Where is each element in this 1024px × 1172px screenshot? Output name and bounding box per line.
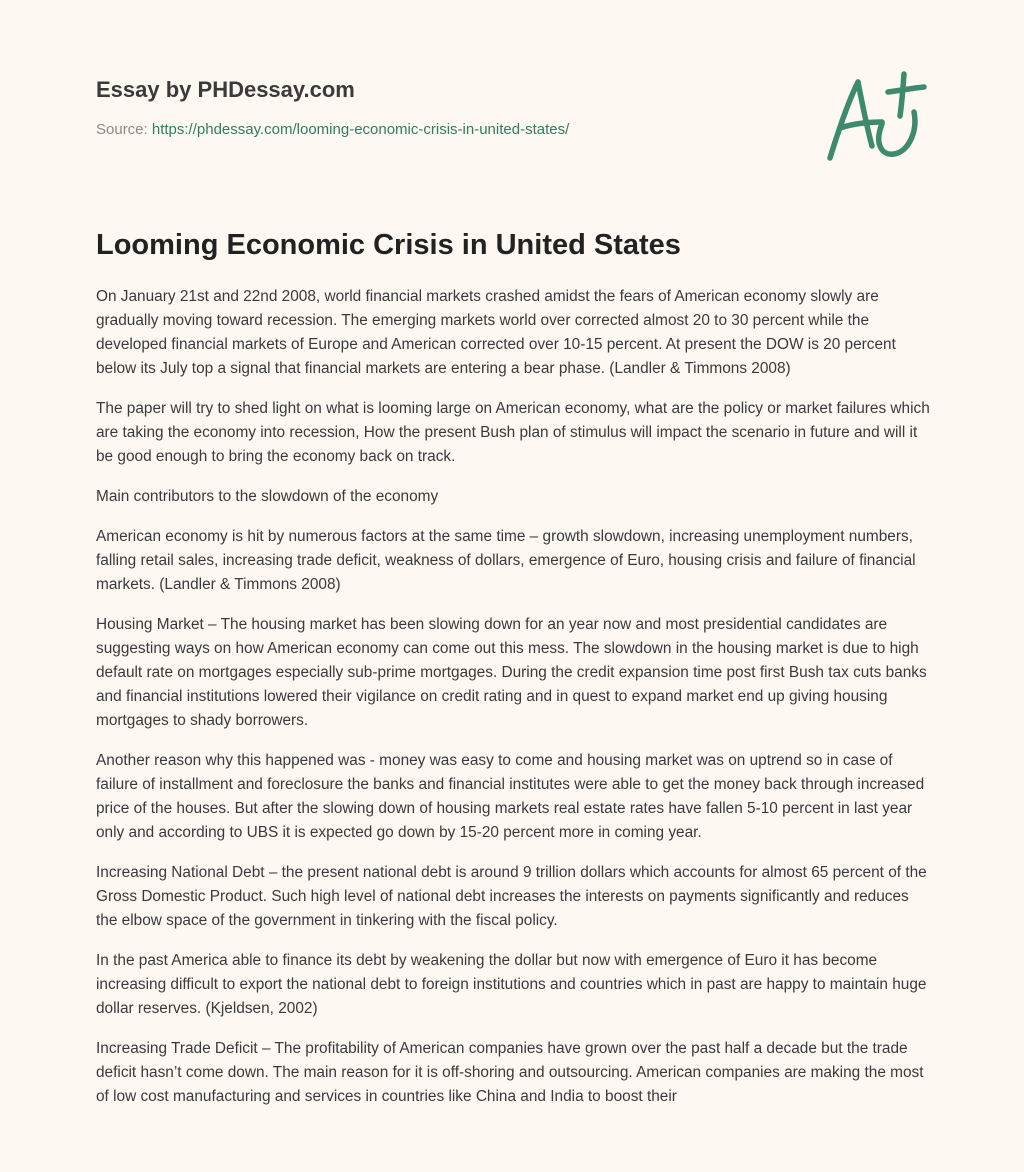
essay-paragraph: Increasing National Debt – the present national debt is around 9 trillion dollars which accounts for almost 65 percent of the Gross Domestic Product. Such high level of national debt increases the interests on payments significantly and reduces the elbow space of the government in tinkering with the fiscal policy. [96, 864, 927, 929]
site-brand: Essay by PHDessay.com [96, 77, 355, 102]
essay-paragraph: The paper will try to shed light on what is looming large on American economy, what are the policy or market failures which are taking the economy into recession, How the present Bush plan of stimulus will impact the scenario in future and will it be good enough to bring the economy back on track. [96, 400, 930, 465]
source-label: Source: [96, 121, 152, 138]
essay-paragraph: Another reason why this happened was - money was easy to come and housing market was on uptrend so in case of failure of installment and foreclosure the banks and financial institutes were able to get the money back through increased price of the houses. But after the slowing down of housing markets real estate rates have fallen 5-10 percent in last year only and according to UBS it is expected go down by 15-20 percent more in coming year. [96, 752, 925, 841]
source-line [96, 120, 796, 140]
essay-title: Looming Economic Crisis in United States [96, 229, 681, 261]
header [96, 76, 796, 140]
essay-body [96, 285, 930, 1125]
essay-subheading: Main contributors to the slowdown of the economy [96, 488, 439, 505]
source-link[interactable]: https://phdessay.com/looming-economic-crisis-in-united-states/ [151, 121, 570, 138]
essay-paragraph: Housing Market – The housing market has been slowing down for an year now and most presidential candidates are suggesting ways on how American economy can come out this mess. The slowdown in the housing market is due to high default rate on mortgages especially sub-prime mortgages. During the credit expansion time post first Bush tax cuts banks and financial institutions lowered their vigilance on credit rating and in quest to expand market end up giving housing mortgages to shady borrowers. [96, 616, 927, 729]
essay-paragraph: In the past America able to finance its debt by weakening the dollar but now with emergence of Euro it has become increasing difficult to export the national debt to foreign institutions and countries which in past are happy to maintain huge dollar reserves. (Kjeldsen, 2002) [96, 952, 927, 1017]
a-plus-grade-icon [822, 66, 932, 166]
essay-paragraph: On January 21st and 22nd 2008, world financial markets crashed amidst the fears of American economy slowly are gradually moving toward recession. The emerging markets world over corrected almost 20 to 30 percent while the developed financial markets of Europe and American corrected over 10-15 percent. At present the DOW is 20 percent below its July top a signal that financial markets are entering a bear phase. (Landler & Timmons 2008) [96, 288, 896, 377]
essay-paragraph: Increasing Trade Deficit – The profitability of American companies have grown over the past half a decade but the trade deficit hasn’t come down. The main reason for it is off-shoring and outsourcing. American companies are making the most of low cost manufacturing and services in countries like China and India to boost their [96, 1040, 924, 1105]
essay-paragraph: American economy is hit by numerous factors at the same time – growth slowdown, increasing unemployment numbers, falling retail sales, increasing trade deficit, weakness of dollars, emergence of Euro, housing crisis and failure of financial markets. (Landler & Timmons 2008) [96, 528, 916, 593]
